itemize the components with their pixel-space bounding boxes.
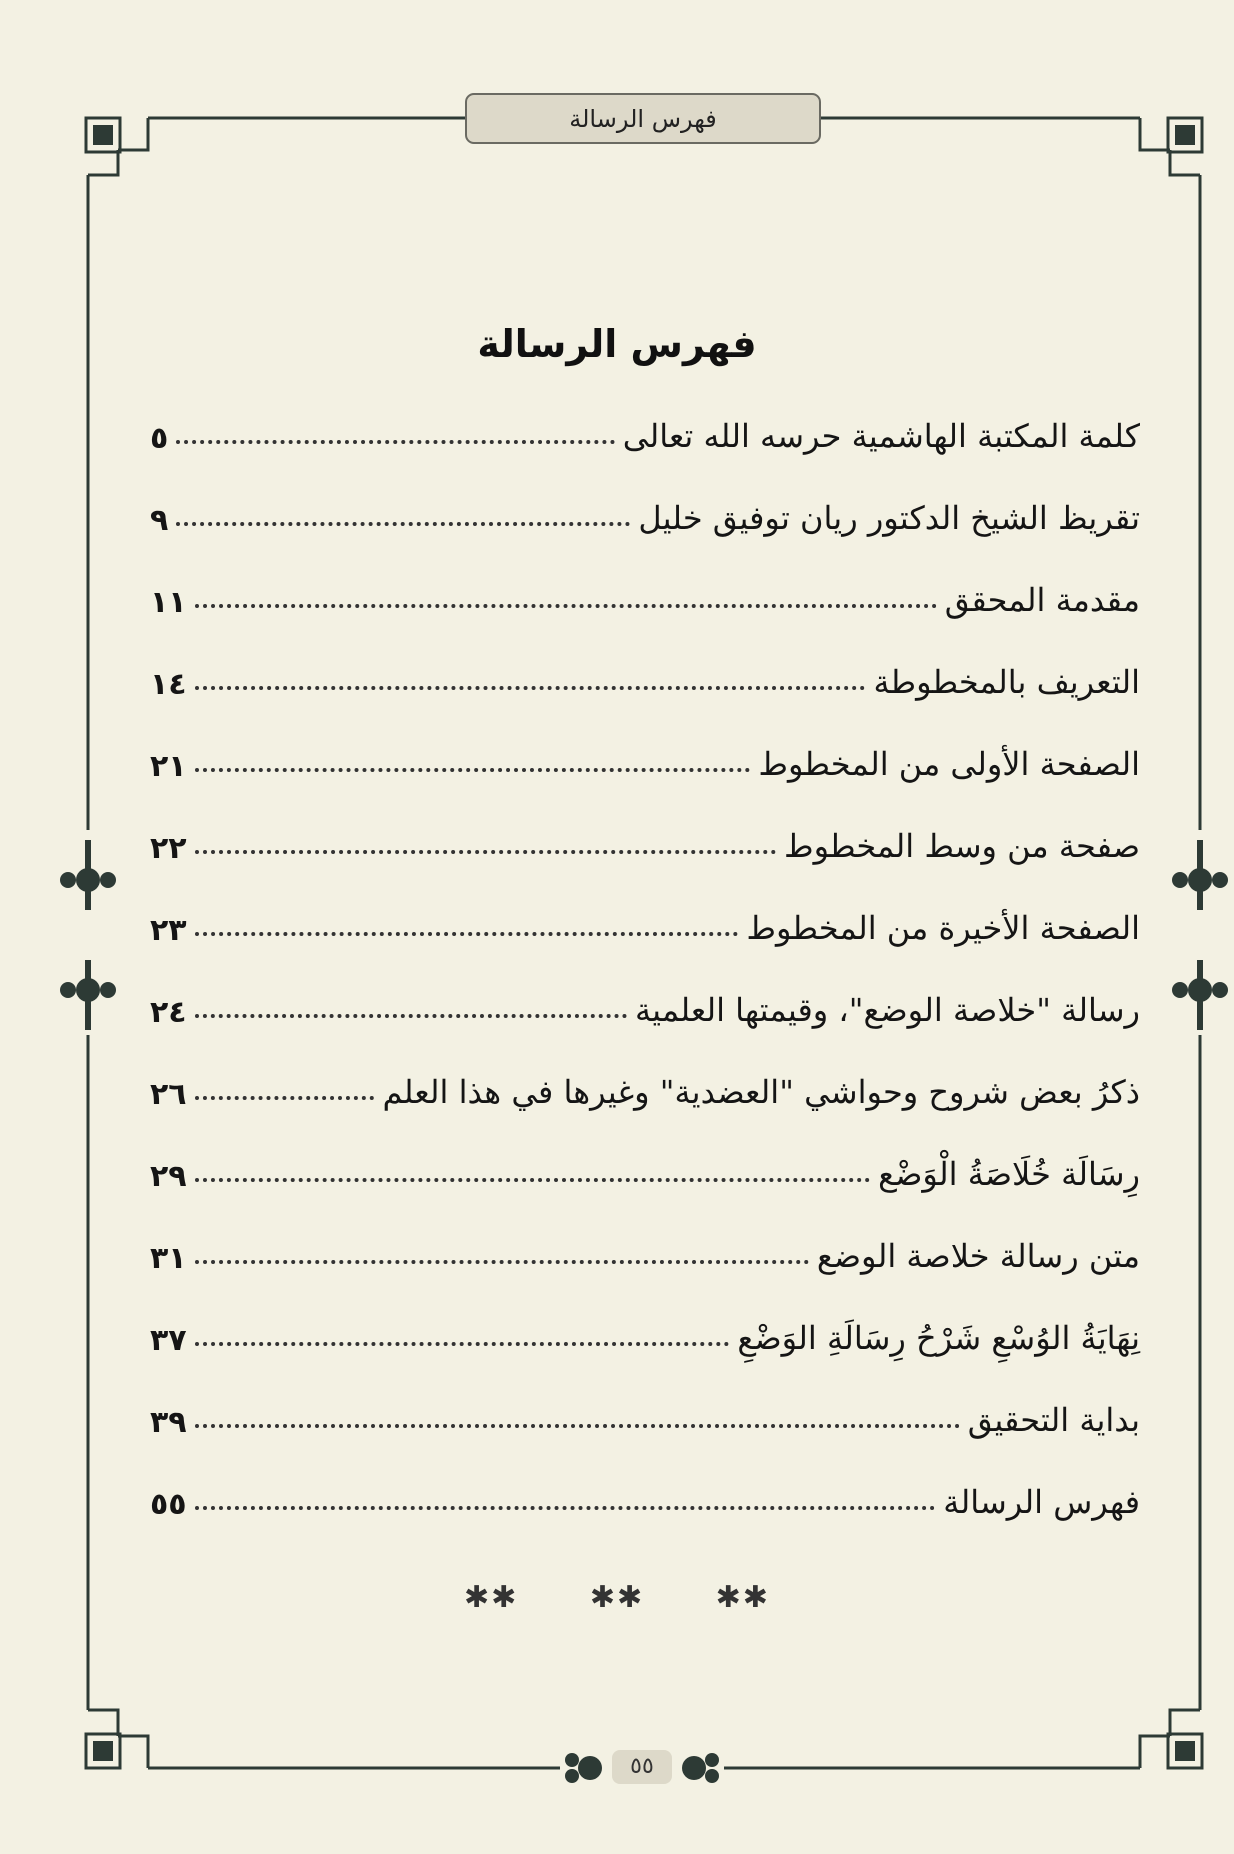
toc-entry[interactable] [150,634,1140,704]
toc-leader-dots [195,604,937,608]
toc-entry-title: ذكرُ بعض شروح وحواشي "العضدية" وغيرها في هذا العلم [382,1073,1140,1112]
toc-entry-page: ١٤ [150,667,187,702]
toc-leader-dots [195,1424,960,1428]
toc-leader-dots [195,1260,809,1264]
toc-entry-title: نِهَايَةُ الوُسْعِ شَرْحُ رِسَالَةِ الوَضْعِ [737,1319,1140,1358]
toc-entry[interactable] [150,1290,1140,1360]
toc-entry-title: تقريظ الشيخ الدكتور ريان توفيق خليل [638,499,1140,538]
toc-leader-dots [195,1342,730,1346]
toc-entry[interactable] [150,388,1140,458]
toc-entry[interactable] [150,1372,1140,1442]
toc-entry-page: ٣٩ [150,1405,187,1440]
toc-entry-title: فهرس الرسالة [943,1483,1140,1522]
toc-entry-title: متن رسالة خلاصة الوضع [816,1237,1140,1276]
toc-entry[interactable] [150,880,1140,950]
toc-entry-page: ٢٤ [150,995,187,1030]
toc-entry-page: ٢١ [150,749,187,784]
toc-entry-page: ٢٢ [150,831,187,866]
toc-entry-title: بداية التحقيق [967,1401,1140,1440]
toc-entry-title: رِسَالَة خُلَاصَةُ الْوَضْع [878,1155,1140,1194]
toc-entry-page: ٢٦ [150,1077,187,1112]
running-header [465,93,821,144]
toc-leader-dots [195,1506,936,1510]
toc-entry-page: ١١ [150,585,187,620]
toc-entry[interactable] [150,1044,1140,1114]
toc-entry-title: رسالة "خلاصة الوضع"، وقيمتها العلمية [635,991,1140,1030]
toc-entry-page: ٩ [150,503,169,538]
toc-entry-title: الصفحة الأولى من المخطوط [758,745,1140,784]
toc-entry-title: مقدمة المحقق [944,581,1140,620]
toc-entry[interactable] [150,716,1140,786]
toc-entry[interactable] [150,1454,1140,1524]
toc-entry-title: الصفحة الأخيرة من المخطوط [746,909,1140,948]
toc-leader-dots [176,440,614,444]
toc-entry[interactable] [150,552,1140,622]
toc-leader-dots [195,850,776,854]
toc-entry-title: التعريف بالمخطوطة [873,663,1140,702]
toc-entry[interactable] [150,798,1140,868]
toc-entry[interactable] [150,1208,1140,1278]
running-header-title: فهرس الرسالة [569,104,717,133]
toc-entry[interactable] [150,962,1140,1032]
section-separator: ✱✱ ✱✱ ✱✱ [464,1580,770,1615]
toc-entry-page: ٢٣ [150,913,187,948]
toc-entry-page: ٥٥ [150,1487,187,1522]
page-number: ٥٥ [612,1750,672,1784]
toc-leader-dots [195,686,866,690]
toc-entry-page: ٢٩ [150,1159,187,1194]
toc-entry-page: ٣٧ [150,1323,187,1358]
toc-entry[interactable] [150,1126,1140,1196]
toc-entry-page: ٥ [150,421,169,456]
toc-leader-dots [195,1096,375,1100]
toc-leader-dots [195,1178,871,1182]
toc-leader-dots [195,1014,627,1018]
toc-entry-page: ٣١ [150,1241,187,1276]
toc-leader-dots [195,768,751,772]
toc-leader-dots [195,932,739,936]
toc-entry-title: كلمة المكتبة الهاشمية حرسه الله تعالى [622,417,1140,456]
toc-leader-dots [176,522,630,526]
page-title: فهرس الرسالة [477,322,757,366]
toc-entry-title: صفحة من وسط المخطوط [784,827,1140,866]
toc-entry[interactable] [150,470,1140,540]
